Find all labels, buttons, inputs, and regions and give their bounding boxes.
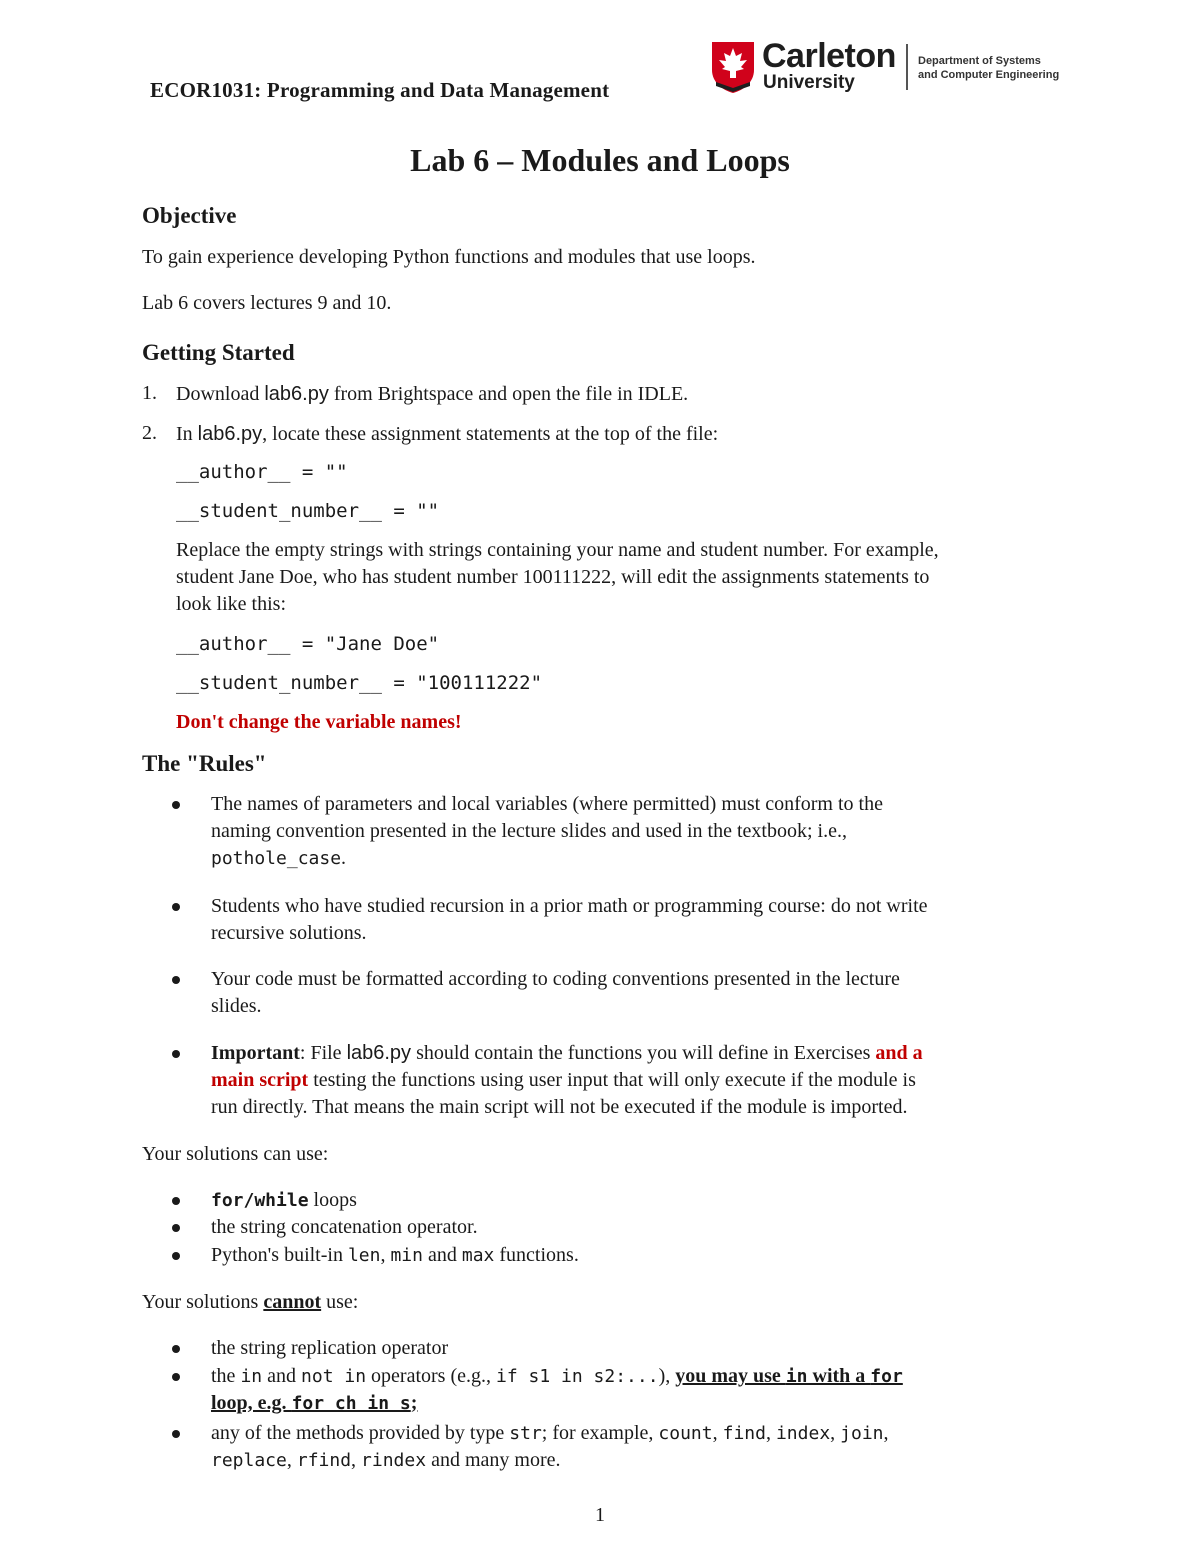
rules-item-2-line-1: Students who have studied recursion in a prior math or programming course: do not write <box>211 895 928 917</box>
can-use-item-1 <box>211 1187 1071 1214</box>
rules-item-3 <box>211 966 1071 1020</box>
rules-item-4-red-1: and a <box>875 1042 923 1064</box>
note-part-2: with a <box>807 1365 871 1387</box>
objective-lectures: Lab 6 covers lectures 9 and 10. <box>142 292 392 314</box>
cannot-use-bullet-2-icon <box>172 1373 180 1381</box>
step-2-post: , locate these assignment statements at the top of the file: <box>262 423 719 445</box>
rules-item-4-c: testing the functions using user input that will only execute if the module is <box>308 1069 916 1091</box>
note-in-code: in <box>785 1366 808 1387</box>
note-for-code: for <box>870 1366 903 1387</box>
can-use-item-3-c: and <box>422 1244 462 1266</box>
department-name <box>918 54 1059 82</box>
sep-3: , <box>830 1422 841 1444</box>
can-use-item-3-a: Python's built-in <box>211 1244 348 1266</box>
rules-bullet-3-icon <box>172 976 180 984</box>
pothole-case-code: pothole_case <box>211 848 342 869</box>
document-title: Lab 6 – Modules and Loops <box>410 142 790 178</box>
rules-bullet-1-icon <box>172 801 180 809</box>
getting-started-heading: Getting Started <box>142 340 295 365</box>
variable-names-warning: Don't change the variable names! <box>176 711 462 733</box>
cannot-use-intro-a: Your solutions <box>142 1291 264 1313</box>
course-title: ECOR1031: Programming and Data Management <box>150 78 610 102</box>
code-author-empty: __author__ = "" <box>176 461 348 483</box>
rules-item-3-line-1: Your code must be formatted according to coding conventions presented in the lecture <box>211 968 900 990</box>
rules-heading: The "Rules" <box>142 751 267 776</box>
sep-1: , <box>712 1422 723 1444</box>
cannot-use-bullet-3-icon <box>172 1430 180 1438</box>
logo-subname: University <box>763 72 855 93</box>
in-example-code: if s1 in s2:... <box>496 1366 659 1387</box>
code-student-number-empty: __student_number__ = "" <box>176 500 440 522</box>
can-use-item-3-b: , <box>380 1244 391 1266</box>
str-type-code: str <box>509 1423 542 1444</box>
important-label: Important <box>211 1042 300 1064</box>
sep-6: , <box>351 1449 362 1471</box>
can-use-item-3-d: functions. <box>494 1244 579 1266</box>
join-method-code: join <box>840 1423 884 1444</box>
rules-item-1-line-2: naming convention presented in the lecture slides and used in the textbook; i.e., <box>211 820 847 842</box>
can-use-bullet-3-icon <box>172 1252 180 1260</box>
len-code: len <box>347 1245 381 1266</box>
rules-item-1 <box>211 791 1071 872</box>
rules-bullet-4-icon <box>172 1050 180 1058</box>
page-number: 1 <box>595 1504 605 1526</box>
note-example-code: for ch in s <box>291 1393 411 1414</box>
replace-instructions-line-3: look like this: <box>176 593 286 615</box>
rules-item-1-end: . <box>341 847 347 869</box>
note-part-4: ; <box>410 1392 418 1414</box>
in-operator-code: in <box>240 1366 263 1387</box>
cannot-2-a: the <box>211 1365 241 1387</box>
replace-instructions-line-1: Replace the empty strings with strings containing your name and student number. For example, <box>176 539 939 561</box>
rules-bullet-2-icon <box>172 903 180 911</box>
in-with-for-note <box>675 1365 903 1387</box>
step-1-post: from Brightspace and open the file in IDLE. <box>328 383 689 405</box>
step-1-pre: Download <box>176 383 265 405</box>
index-method-code: index <box>775 1423 831 1444</box>
can-use-bullet-1-icon <box>172 1197 180 1205</box>
cannot-use-intro <box>142 1289 358 1316</box>
sep-4: , <box>883 1422 889 1444</box>
note-part-3: loop, e.g. <box>211 1392 292 1414</box>
objective-heading: Objective <box>142 203 237 228</box>
can-use-intro: Your solutions can use: <box>142 1143 329 1165</box>
logo-name: Carleton <box>762 37 896 75</box>
max-code: max <box>461 1245 495 1266</box>
min-code: min <box>390 1245 423 1266</box>
step-2-pre: In <box>176 423 198 445</box>
count-method-code: count <box>658 1423 713 1444</box>
find-method-code: find <box>722 1423 766 1444</box>
rindex-method-code: rindex <box>361 1450 427 1471</box>
step-2-number: 2. <box>142 422 157 444</box>
rules-item-2-line-2: recursive solutions. <box>211 922 367 944</box>
cannot-2-d: ), <box>658 1365 676 1387</box>
cannot-use-item-2-line-1 <box>211 1363 1071 1390</box>
step-1-file: lab6.py <box>264 383 329 405</box>
cannot-use-bullet-1-icon <box>172 1345 180 1353</box>
carleton-shield-icon <box>710 40 756 94</box>
can-use-item-3 <box>211 1242 1071 1269</box>
for-while-code: for/while <box>211 1190 309 1211</box>
cannot-2-c: operators (e.g., <box>366 1365 496 1387</box>
cannot-3-b: ; for example, <box>541 1422 659 1444</box>
logo-divider <box>906 44 908 90</box>
step-1-number: 1. <box>142 382 157 404</box>
cannot-use-item-2 <box>211 1363 1071 1417</box>
rfind-method-code: rfind <box>296 1450 352 1471</box>
cannot-use-item-2-line-2 <box>211 1390 417 1417</box>
cannot-use-intro-b: use: <box>321 1291 359 1313</box>
rules-item-4-file: lab6.py <box>346 1042 412 1064</box>
rules-item-1-line-1: The names of parameters and local variables (where permitted) must conform to the <box>211 793 883 815</box>
rules-item-4-line-2 <box>211 1067 1071 1094</box>
cannot-use-item-1: the string replication operator <box>211 1337 449 1359</box>
department-line-1: Department of Systems <box>918 55 1041 67</box>
code-author-example: __author__ = "Jane Doe" <box>176 633 440 655</box>
university-logo <box>710 37 1060 100</box>
department-line-2: and Computer Engineering <box>918 69 1060 81</box>
sep-5: , <box>286 1449 297 1471</box>
step-2-text <box>176 421 718 448</box>
not-in-operator-code: not in <box>301 1366 367 1387</box>
cannot-3-end: and many more. <box>426 1449 561 1471</box>
rules-item-2 <box>211 893 1071 947</box>
rules-item-1-line-3 <box>211 845 1071 872</box>
rules-item-4-red-2: main script <box>211 1069 309 1091</box>
cannot-2-b: and <box>262 1365 302 1387</box>
step-2-file: lab6.py <box>197 423 263 445</box>
step-1-text <box>176 381 688 408</box>
cannot-3-a: any of the methods provided by type <box>211 1422 510 1444</box>
can-use-item-2: the string concatenation operator. <box>211 1216 478 1238</box>
cannot-use-item-3 <box>211 1420 1071 1474</box>
can-use-bullet-2-icon <box>172 1224 180 1232</box>
rules-item-4-b: should contain the functions you will define in Exercises <box>411 1042 876 1064</box>
can-use-item-1-text: loops <box>308 1189 357 1211</box>
replace-method-code: replace <box>211 1450 287 1471</box>
code-student-number-example: __student_number__ = "100111222" <box>176 672 543 694</box>
objective-text: To gain experience developing Python functions and modules that use loops. <box>142 246 756 268</box>
rules-item-3-line-2: slides. <box>211 995 262 1017</box>
cannot-use-item-3-line-1 <box>211 1420 1071 1447</box>
rules-item-4-line-3: run directly. That means the main script will not be executed if the module is imported. <box>211 1096 908 1118</box>
replace-instructions-line-2: student Jane Doe, who has student number 100111222, will edit the assignments statements to <box>176 566 930 588</box>
sep-2: , <box>765 1422 776 1444</box>
cannot-emphasis: cannot <box>263 1291 322 1313</box>
rules-item-4-line-1 <box>211 1040 1071 1067</box>
rules-item-4-a: : File <box>299 1042 347 1064</box>
note-part-1: you may use <box>675 1365 786 1387</box>
cannot-use-item-3-line-2 <box>211 1447 1071 1474</box>
rules-item-4 <box>211 1040 1071 1121</box>
